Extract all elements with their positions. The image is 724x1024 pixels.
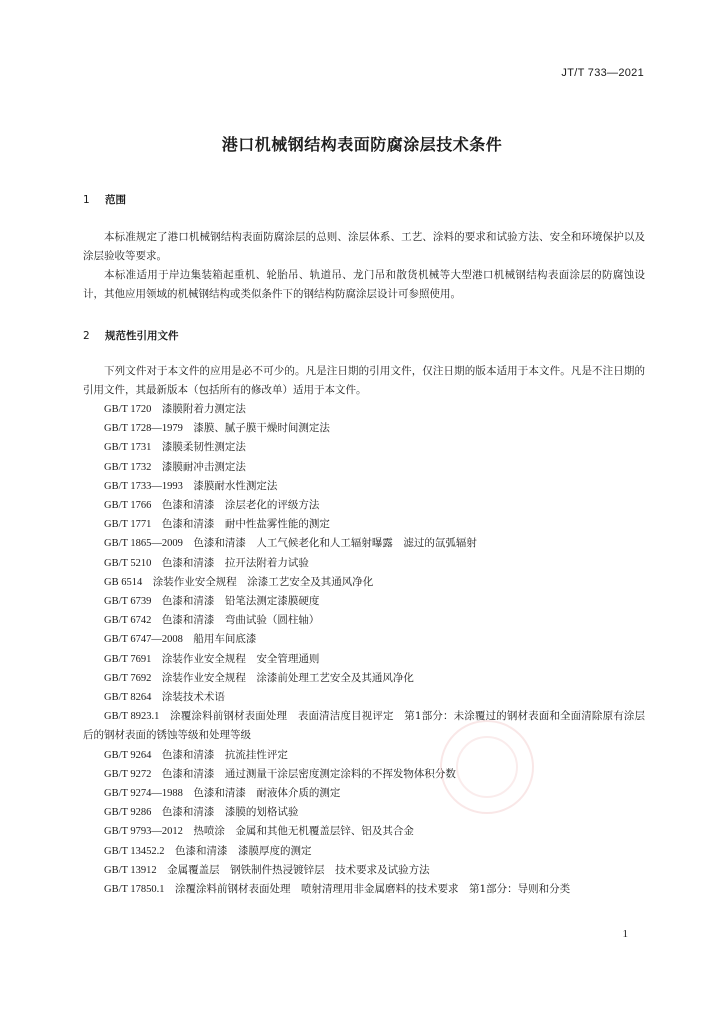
section-2-intro: 下列文件对于本文件的应用是必不可少的。凡是注日期的引用文件，仅注日期的版本适用于本文件。凡是不注日期的引用文件，其最新版本（包括所有的修改单）适用于本文件。 (83, 365, 645, 396)
reference-item (83, 573, 645, 592)
reference-title: 色漆和清漆 耐中性盐雾性能的测定 (161, 518, 330, 531)
reference-title: 漆膜、腻子膜干燥时间测定法 (193, 422, 330, 435)
reference-code: GB/T 13452.2 (104, 845, 165, 857)
standard-code: JT/T 733—2021 (561, 67, 644, 79)
reference-item (83, 400, 645, 419)
reference-title: 涂覆涂料前钢材表面处理 表面清洁度目视评定 第1部分：未涂覆过的钢材表面和全面清除原有涂层后的钢材表面的锈蚀等级和处理等级 (83, 710, 645, 742)
reference-code: GB/T 7692 (104, 672, 152, 684)
reference-title: 涂装作业安全规程 安全管理通则 (161, 652, 320, 665)
reference-title: 金属覆盖层 钢铁制件热浸镀锌层 技术要求及试验方法 (167, 863, 430, 876)
reference-title: 船用车间底漆 (193, 633, 257, 646)
section-2-heading (83, 328, 179, 343)
reference-title: 色漆和清漆 通过测量干涂层密度测定涂料的不挥发物体积分数 (161, 767, 456, 780)
reference-code: GB/T 5210 (104, 557, 152, 569)
reference-title: 热喷涂 金属和其他无机覆盖层锌、铝及其合金 (193, 825, 414, 838)
reference-title: 漆膜柔韧性测定法 (161, 441, 246, 454)
reference-title: 色漆和清漆 耐液体介质的测定 (193, 787, 341, 800)
reference-title: 漆膜耐水性测定法 (193, 479, 278, 492)
reference-title: 色漆和清漆 漆膜厚度的测定 (174, 844, 312, 857)
reference-item (83, 822, 645, 841)
reference-item (83, 803, 645, 822)
reference-code: GB/T 17850.1 (104, 884, 165, 896)
section-1-paragraph-2: 本标准适用于岸边集装箱起重机、轮胎吊、轨道吊、龙门吊和散货机械等大型港口机械钢结构表面涂层的防腐蚀设计，其他应用领域的机械钢结构或类似条件下的钢结构防腐涂层设计可参照使用。 (83, 269, 645, 300)
reference-title: 涂装技术术语 (161, 691, 225, 704)
reference-code: GB/T 8923.1 (104, 711, 160, 723)
page-number: 1 (622, 928, 628, 940)
reference-item (83, 534, 645, 553)
reference-code: GB/T 6739 (104, 596, 152, 608)
reference-title: 色漆和清漆 人工气候老化和人工辐射曝露 滤过的氙弧辐射 (193, 537, 477, 550)
reference-title: 色漆和清漆 弯曲试验（圆柱轴） (161, 614, 320, 627)
section-2-number: 2 (83, 330, 90, 342)
reference-code: GB/T 1732 (104, 461, 152, 473)
reference-item (83, 650, 645, 669)
reference-code: GB/T 1865—2009 (104, 538, 183, 550)
section-1-heading (83, 192, 126, 207)
reference-title: 色漆和清漆 铅笔法测定漆膜硬度 (161, 595, 320, 608)
reference-item (83, 669, 645, 688)
section-1-paragraph-1: 本标准规定了港口机械钢结构表面防腐涂层的总则、涂层体系、工艺、涂料的要求和试验方法、安全和环境保护以及涂层验收等要求。 (83, 231, 645, 262)
reference-item (83, 554, 645, 573)
reference-code: GB/T 13912 (104, 864, 157, 876)
reference-code: GB/T 9274—1988 (104, 788, 183, 800)
reference-code: GB/T 1728—1979 (104, 423, 183, 435)
section-1-number: 1 (83, 194, 90, 206)
reference-title: 色漆和清漆 拉开法附着力试验 (161, 556, 309, 569)
reference-code: GB/T 9264 (104, 749, 152, 761)
reference-item (83, 707, 645, 745)
reference-code: GB/T 1720 (104, 404, 152, 415)
reference-title: 色漆和清漆 涂层老化的评级方法 (161, 499, 320, 512)
reference-item (83, 784, 645, 803)
reference-code: GB 6514 (104, 576, 143, 588)
reference-title: 色漆和清漆 抗流挂性评定 (161, 748, 288, 761)
reference-item (83, 515, 645, 534)
reference-code: GB/T 6742 (104, 615, 152, 627)
reference-item (83, 630, 645, 649)
reference-item (83, 496, 645, 515)
reference-code: GB/T 1766 (104, 500, 152, 512)
reference-code: GB/T 9793—2012 (104, 826, 183, 838)
reference-title: 漆膜耐冲击测定法 (161, 460, 246, 473)
reference-code: GB/T 6747—2008 (104, 634, 183, 646)
reference-title: 漆膜附着力测定法 (161, 403, 246, 415)
reference-title: 涂装作业安全规程 涂漆前处理工艺安全及其通风净化 (161, 671, 414, 684)
reference-item (83, 611, 645, 630)
reference-title: 涂覆涂料前钢材表面处理 喷射清理用非金属磨料的技术要求 第1部分：导则和分类 (174, 883, 571, 896)
reference-item (83, 592, 645, 611)
section-2-title: 规范性引用文件 (105, 330, 179, 342)
reference-title: 涂装作业安全规程 涂漆工艺安全及其通风净化 (152, 575, 374, 588)
reference-item (83, 438, 645, 457)
reference-item (83, 765, 645, 784)
reference-code: GB/T 8264 (104, 692, 152, 704)
reference-title: 色漆和清漆 漆膜的划格试验 (161, 806, 299, 819)
reference-list (83, 400, 645, 899)
reference-code: GB/T 7691 (104, 653, 152, 665)
watermark-seal (440, 720, 534, 814)
reference-item (83, 688, 645, 707)
reference-code: GB/T 9286 (104, 807, 152, 819)
reference-item (83, 458, 645, 477)
reference-code: GB/T 1731 (104, 442, 152, 454)
reference-item (83, 861, 645, 880)
reference-code: GB/T 9272 (104, 768, 152, 780)
reference-item (83, 477, 645, 496)
reference-item (83, 419, 645, 438)
reference-item (83, 880, 645, 899)
reference-code: GB/T 1771 (104, 519, 152, 531)
reference-item (83, 842, 645, 861)
section-1-title: 范围 (105, 194, 126, 206)
document-title: 港口机械钢结构表面防腐涂层技术条件 (221, 135, 503, 154)
reference-code: GB/T 1733—1993 (104, 480, 183, 492)
reference-item (83, 746, 645, 765)
